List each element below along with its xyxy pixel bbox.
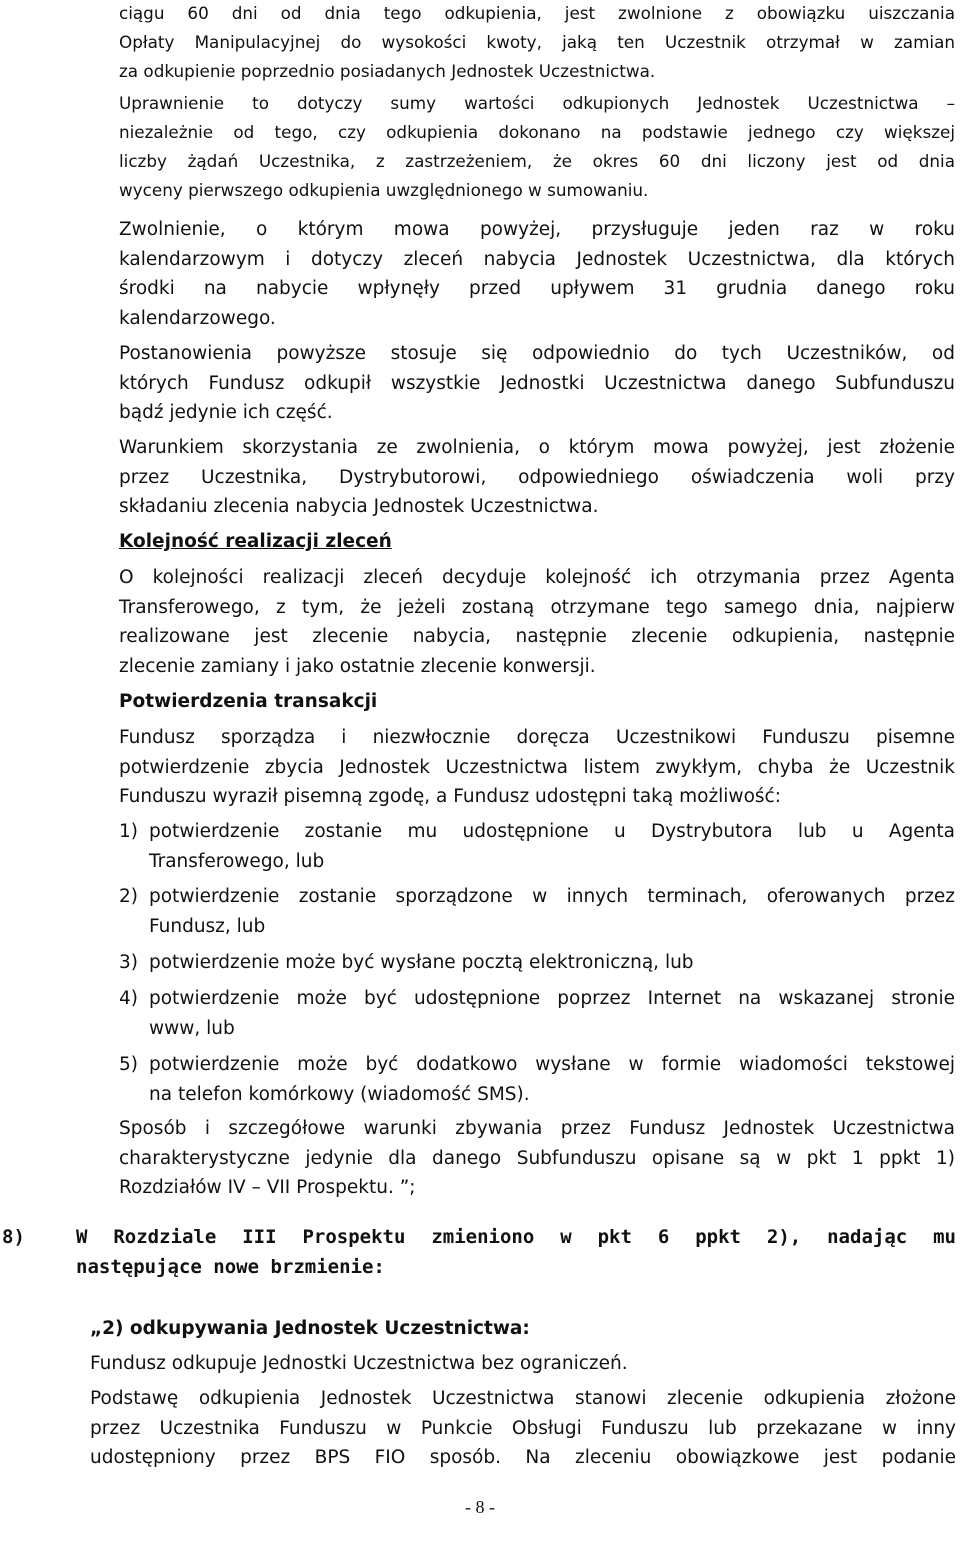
text-line: których Fundusz odkupił wszystkie Jednostki Uczestnictwa danego Subfunduszu (119, 372, 955, 394)
text-line: za odkupienie poprzednio posiadanych Jednostek Uczestnictwa. (119, 61, 656, 81)
list-item-number: 1) (119, 821, 138, 842)
text-line: Fundusz, lub (149, 915, 266, 937)
paragraph-provisions-apply (119, 339, 955, 428)
paragraph-order-execution (119, 563, 955, 681)
text-line: Postanowienia powyższe stosuje się odpowiednio do tych Uczestników, od (119, 343, 955, 364)
text-line: Uprawnienie to dotyczy sumy wartości odkupionych Jednostek Uczestnictwa – (119, 93, 955, 113)
text-line: kalendarzowego. (119, 307, 276, 329)
text-line: W Rozdziale III Prospektu zmieniono w pkt 6 ppkt 2), nadając mu (76, 1226, 956, 1248)
quoted-heading-redemption: „2) odkupywania Jednostek Uczestnictwa: (90, 1318, 530, 1339)
text-line: przez Uczestnika, Dystrybutorowi, odpowiedniego oświadczenia woli przy (119, 466, 955, 488)
list-item-number: 5) (119, 1054, 138, 1075)
list-item-number: 2) (119, 886, 138, 907)
text-line: potwierdzenie może być udostępnione poprzez Internet na wskazanej stronie (149, 988, 955, 1009)
text-line: następujące nowe brzmienie: (76, 1256, 385, 1278)
paragraph-exemption-once-a-year (119, 215, 955, 333)
text-line: www, lub (149, 1017, 235, 1039)
text-line: Transferowego, lub (149, 850, 325, 872)
section-heading-transaction-confirmations: Potwierdzenia transakcji (119, 691, 378, 712)
text-line: zlecenie zamiany i jako ostatnie zlecenie konwersji. (119, 655, 596, 677)
text-line: potwierdzenie może być dodatkowo wysłane w formie wiadomości tekstowej (149, 1054, 955, 1075)
amendment-text (76, 1222, 956, 1282)
text-line: charakterystyczne jedynie dla danego Subfunduszu opisane są w pkt 1 ppkt 1) (119, 1147, 955, 1169)
text-line: kalendarzowym i dotyczy zleceń nabycia Jednostek Uczestnictwa, dla których (119, 248, 955, 270)
text-line: Zwolnienie, o którym mowa powyżej, przysługuje jeden raz w roku (119, 219, 955, 240)
text-line: Funduszu wyraził pisemną zgodę, a Fundusz udostępni taką możliwość: (119, 786, 781, 807)
text-line: udostępniony przez BPS FIO sposób. Na zleceniu obowiązkowe jest podanie (90, 1447, 956, 1468)
text-line: liczby żądań Uczestnika, z zastrzeżeniem, że okres 60 dni liczony jest od dnia (119, 151, 955, 171)
text-line: potwierdzenie zbycia Jednostek Uczestnictwa listem zwykłym, chyba że Uczestnik (119, 756, 955, 778)
text-line: Opłaty Manipulacyjnej do wysokości kwoty, jaką ten Uczestnik otrzymał w zamian (119, 32, 955, 52)
text-line: niezależnie od tego, czy odkupienia dokonano na podstawie jednego czy większej (119, 122, 955, 142)
list-item-number: 3) (119, 952, 138, 973)
text-line: Fundusz sporządza i niezwłocznie doręcza Uczestnikowi Funduszu pisemne (119, 727, 955, 748)
text-line: wyceny pierwszego odkupienia uwzględnionego w sumowaniu. (119, 180, 649, 200)
text-line: środki na nabycie wpłynęły przed upływem 31 grudnia danego roku (119, 278, 955, 299)
text-line: potwierdzenie zostanie mu udostępnione u Dystrybutora lub u Agenta (149, 821, 955, 842)
list-item-number: 4) (119, 988, 138, 1009)
text-line: Warunkiem skorzystania ze zwolnienia, o którym mowa powyżej, jest złożenie (119, 437, 955, 458)
paragraph-redemption-unlimited: Fundusz odkupuje Jednostki Uczestnictwa bez ograniczeń. (90, 1353, 628, 1374)
paragraph-entitlement (119, 89, 955, 205)
paragraph-confirmations (119, 723, 955, 812)
amendment-number: 8) (2, 1226, 25, 1248)
text-line: bądź jedynie ich część. (119, 402, 333, 423)
text-line: Podstawę odkupienia Jednostek Uczestnictwa stanowi zlecenie odkupienia złożone (90, 1388, 956, 1409)
text-line: Sposób i szczegółowe warunki zbywania przez Fundusz Jednostek Uczestnictwa (119, 1118, 955, 1139)
text-line: na telefon komórkowy (wiadomość SMS). (149, 1083, 530, 1105)
text-line: realizowane jest zlecenie nabycia, następnie zlecenie odkupienia, następnie (119, 626, 955, 647)
paragraph-sale-terms (119, 1114, 955, 1203)
paragraph-condition-declaration (119, 433, 955, 522)
paragraph-redemption-basis (90, 1384, 956, 1473)
paragraph-fee-exemption (119, 0, 955, 86)
text-line: Transferowego, z tym, że jeżeli zostaną otrzymane tego samego dnia, najpierw (119, 596, 955, 618)
text-line: składaniu zlecenia nabycia Jednostek Uczestnictwa. (119, 496, 599, 517)
section-heading-order-execution: Kolejność realizacji zleceń (119, 531, 392, 552)
text-line: potwierdzenie zostanie sporządzone w innych terminach, oferowanych przez (149, 886, 955, 907)
text-line: O kolejności realizacji zleceń decyduje kolejność ich otrzymania przez Agenta (119, 567, 955, 588)
text-line: potwierdzenie może być wysłane pocztą elektroniczną, lub (149, 952, 694, 973)
text-line: przez Uczestnika Funduszu w Punkcie Obsługi Funduszu lub przekazane w inny (90, 1417, 956, 1439)
page-number: - 8 - (465, 1497, 495, 1517)
text-line: ciągu 60 dni od dnia tego odkupienia, jest zwolnione z obowiązku uiszczania (119, 3, 955, 23)
text-line: Rozdziałów IV – VII Prospektu. ”; (119, 1177, 416, 1198)
